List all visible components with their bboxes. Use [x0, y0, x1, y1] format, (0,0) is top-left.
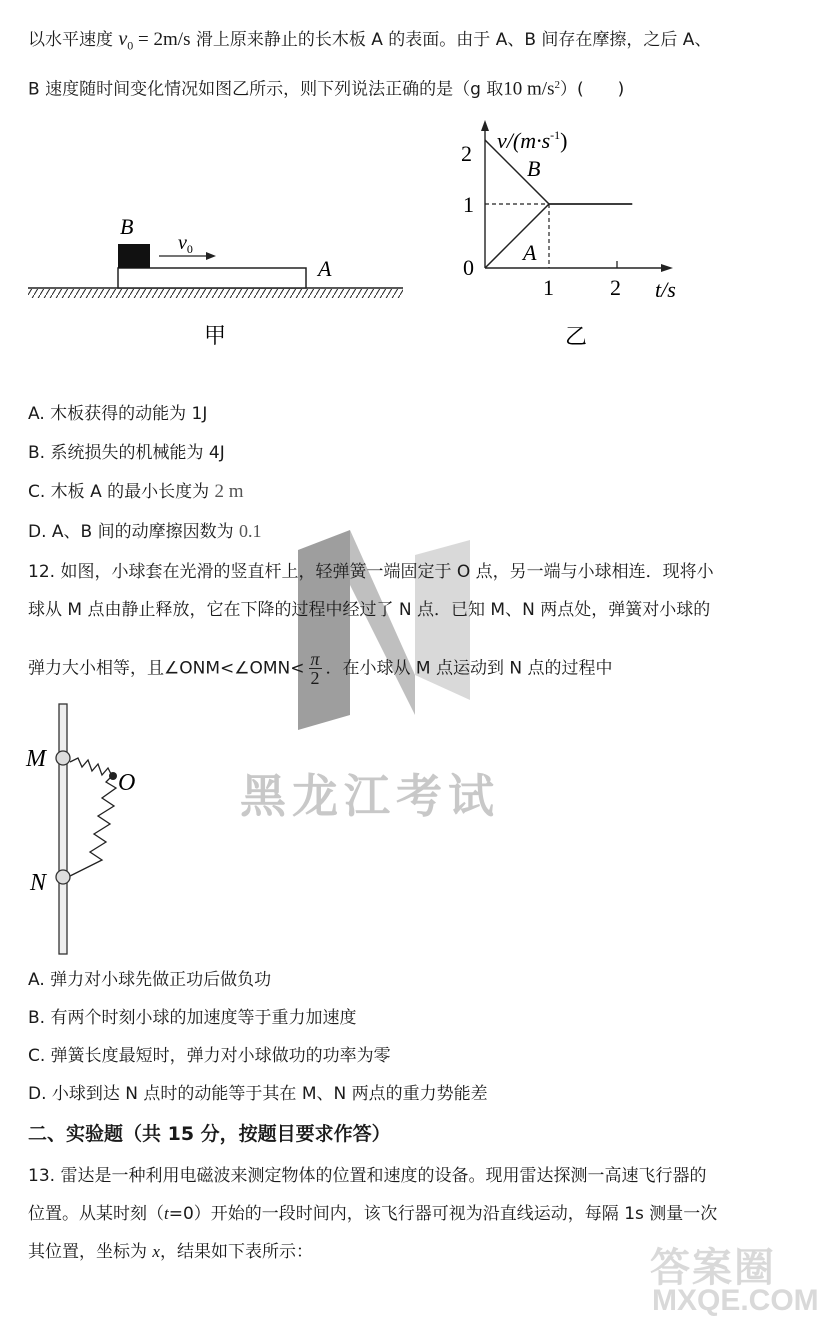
label-b: B — [120, 214, 134, 239]
spring-on — [70, 776, 116, 876]
tick-y-1: 1 — [463, 192, 474, 217]
q12-line-2: 球从 M 点由静止释放，它在下降的过程中经过了 N 点．已知 M、N 两点处，弹簧对小球的 — [28, 600, 711, 620]
q12-option-c: C. 弹簧长度最短时，弹力对小球做功的功率为零 — [28, 1046, 391, 1066]
tick-x-2: 2 — [610, 275, 621, 300]
q13-line-3: 其位置，坐标为 x，结果如下表所示： — [28, 1242, 313, 1262]
corner-watermark-url: MXQE.COM — [652, 1284, 819, 1317]
q11-option-a: A. 木板获得的动能为 1J — [28, 404, 208, 424]
q11-option-c: C. 木板 A 的最小长度为 2 m — [28, 481, 244, 502]
arrow-head-icon — [206, 252, 216, 260]
fraction-pi-over-2: $\frac{\pi}{2}$ — [310, 649, 320, 688]
point-o — [109, 772, 117, 780]
figure-yi-chart — [455, 118, 715, 350]
q12-option-d: D. 小球到达 N 点时的动能等于其在 M、N 两点的重力势能差 — [28, 1084, 488, 1104]
q13-line-1: 13. 雷达是一种利用电磁波来测定物体的位置和速度的设备。现用雷达探测一高速飞行器的 — [28, 1166, 707, 1186]
x-axis-label: t/s — [655, 277, 676, 302]
q12-line-3: 弹力大小相等，且∠ONM<∠OMN< $\frac{\pi}{2}$ ．在小球从 M 点运动到 N 点的过程中 — [28, 649, 613, 688]
q11-option-d: D. A、B 间的动摩擦因数为 0.1 — [28, 521, 262, 542]
spring-mo — [70, 758, 112, 776]
vertical-rod — [59, 704, 67, 954]
caption-yi: 乙 — [565, 324, 588, 349]
series-a-label: A — [523, 240, 537, 265]
x-axis — [485, 264, 673, 272]
label-n: N — [30, 870, 47, 896]
block-b — [118, 244, 150, 268]
q12-line-1: 12. 如图，小球套在光滑的竖直杆上，轻弹簧一端固定于 O 点，另一端与小球相连．现将小 — [28, 562, 714, 582]
ball-m — [56, 751, 70, 765]
corner-watermark-logo: 答案圈 — [650, 1245, 776, 1291]
ground-hatching — [28, 289, 403, 298]
q12-option-a: A. 弹力对小球先做正功后做负功 — [28, 970, 272, 990]
label-m: M — [26, 746, 46, 772]
tick-x-1: 1 — [543, 275, 554, 300]
q13-line-2: 位置。从某时刻（t=0）开始的一段时间内，该飞行器可视为沿直线运动，每隔 1s 测量一次 — [28, 1204, 718, 1224]
figure-jia — [28, 205, 408, 355]
watermark-n-logo — [290, 515, 490, 735]
q12-option-b: B. 有两个时刻小球的加速度等于重力加速度 — [28, 1008, 357, 1028]
label-a: A — [318, 256, 332, 281]
ball-n — [56, 870, 70, 884]
label-v0: $v_0$ — [178, 232, 193, 256]
label-o: O — [118, 770, 136, 796]
series-a-line — [485, 204, 632, 268]
tick-origin: 0 — [463, 255, 474, 280]
q11-line-2: B 速度随时间变化情况如图乙所示，则下列说法正确的是（g 取10 $m/s^2$）( ) — [28, 78, 625, 100]
q11-option-b: B. 系统损失的机械能为 4J — [28, 443, 225, 463]
section-heading: 二、实验题（共 15 分，按题目要求作答） — [28, 1123, 391, 1145]
q11-line-1: 以水平速度 $v_0 = 2m/s$ 滑上原来静止的长木板 A 的表面。由于 A、B 间存在摩擦，之后 A、 — [28, 28, 712, 53]
figure-rod-spring — [20, 700, 160, 960]
tick-y-2: 2 — [461, 141, 472, 166]
caption-jia: 甲 — [204, 323, 227, 348]
y-axis-label: $v/(m\cdot s^{-1})$ — [497, 128, 568, 153]
series-b-label: B — [527, 156, 541, 181]
watermark-text: 黑龙江考试 — [240, 769, 500, 823]
board-a — [118, 268, 306, 288]
